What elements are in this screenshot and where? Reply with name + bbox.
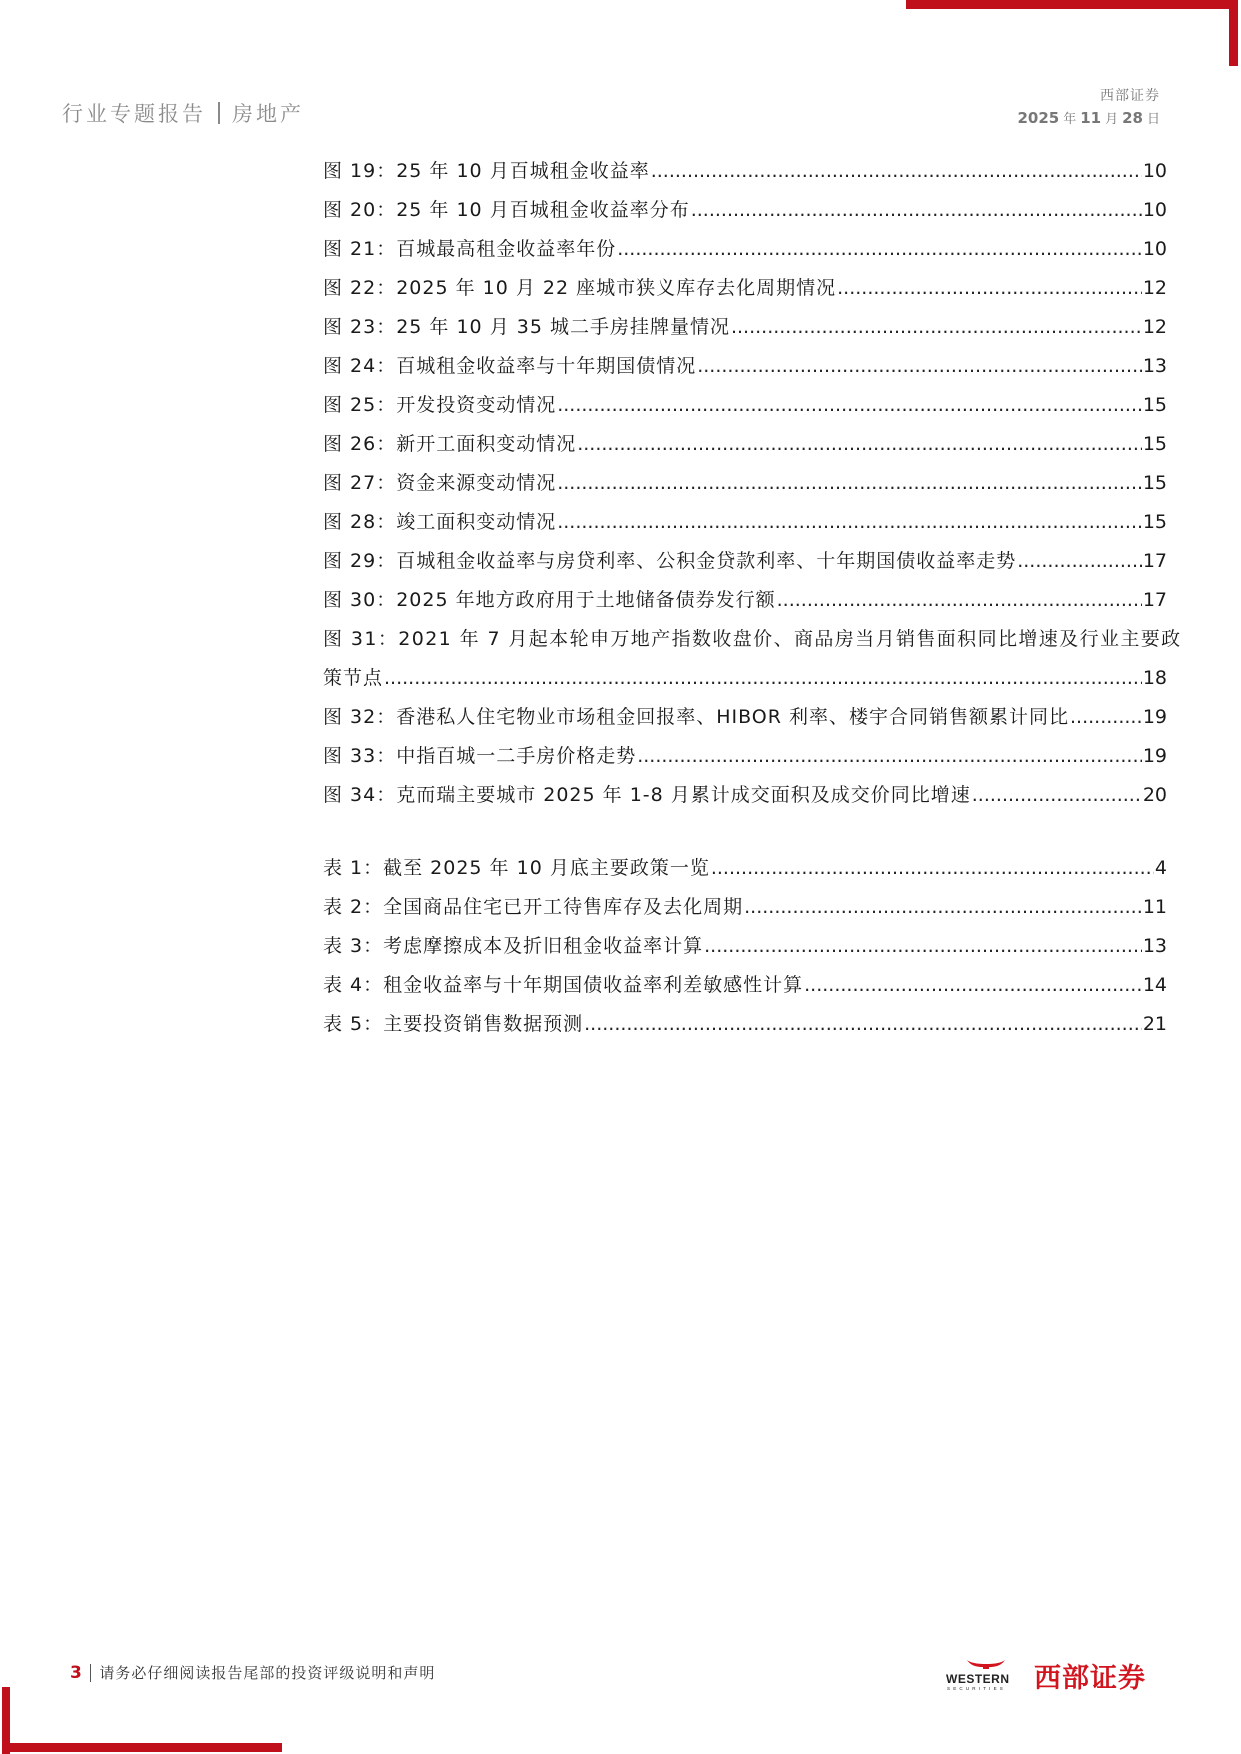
toc-entry-page: 19: [1142, 745, 1167, 767]
toc-entry-figure-21[interactable]: [323, 230, 1167, 269]
org-name: 西部证券: [1100, 88, 1160, 104]
dot-leader: [557, 464, 1142, 503]
toc-entry-label: 图 19：25 年 10 月百城租金收益率: [323, 160, 650, 182]
date-year-unit: 年: [1063, 112, 1077, 127]
dot-leader: [617, 230, 1142, 269]
toc-entry-page: 17: [1142, 550, 1167, 572]
toc-entry-label: 图 23：25 年 10 月 35 城二手房挂牌量情况: [323, 316, 730, 338]
report-category: [62, 98, 304, 128]
date-year: 2025: [1017, 109, 1060, 127]
date-day-unit: 日: [1146, 112, 1160, 127]
toc-entry-label: 图 26：新开工面积变动情况: [323, 433, 577, 455]
dot-leader: [731, 308, 1142, 347]
toc-entry-figure-33[interactable]: [323, 737, 1167, 776]
figure-list: [323, 152, 1182, 815]
toc-entry-page: 20: [1142, 784, 1167, 806]
toc-entry-page: 11: [1142, 896, 1167, 918]
toc-entry-figure-24[interactable]: [323, 347, 1167, 386]
toc-entry-label: 图 25：开发投资变动情况: [323, 394, 557, 416]
dot-leader: [557, 386, 1142, 425]
toc-entry-page: 19: [1142, 706, 1167, 728]
toc-entry-page: 15: [1142, 472, 1167, 494]
corner-bar-top-horizontal: [906, 0, 1238, 9]
toc-entry-page: 4: [1154, 857, 1167, 879]
toc-entry-figure-22[interactable]: [323, 269, 1167, 308]
toc-entry-figure-26[interactable]: [323, 425, 1167, 464]
dot-leader: [557, 503, 1142, 542]
toc-entry-label: 表 2：全国商品住宅已开工待售库存及去化周期: [323, 896, 744, 918]
toc-entry-table-5[interactable]: [323, 1005, 1167, 1044]
disclaimer-note: 请务必仔细阅读报告尾部的投资评级说明和声明: [99, 1664, 436, 1682]
toc-entry-page: 21: [1142, 1013, 1167, 1035]
toc-entry-page: 18: [1142, 667, 1167, 689]
toc-entry-figure-19[interactable]: [323, 152, 1167, 191]
toc-entry-table-3[interactable]: [323, 927, 1167, 966]
toc-entry-figure-20[interactable]: [323, 191, 1167, 230]
dot-leader: [704, 927, 1142, 966]
toc-entry-label: 图 22：2025 年 10 月 22 座城市狭义库存去化周期情况: [323, 277, 837, 299]
corner-bar-top-vertical: [1229, 0, 1238, 66]
toc-entry-page: 12: [1142, 316, 1167, 338]
table-list: [323, 849, 1167, 1044]
toc-entry-page: 15: [1142, 433, 1167, 455]
dot-leader: [777, 581, 1142, 620]
toc-entry-figure-31[interactable]: [323, 620, 1182, 698]
report-date: [1017, 108, 1160, 127]
toc-entry-line-1: [323, 620, 1182, 659]
logo-en-sub: SECURITIES: [947, 1685, 1007, 1691]
list-spacer: [323, 815, 1167, 849]
toc-entry-page: 13: [1142, 935, 1167, 957]
toc-entry-label: 图 33：中指百城一二手房价格走势: [323, 745, 637, 767]
toc-entry-page: 10: [1142, 199, 1167, 221]
toc-entry-figure-23[interactable]: [323, 308, 1167, 347]
toc-entry-page: 10: [1142, 160, 1167, 182]
toc-entry-page: 15: [1142, 511, 1167, 533]
toc-entry-page: 14: [1142, 974, 1167, 996]
toc-entry-label: 图 32：香港私人住宅物业市场租金回报率、HIBOR 利率、楼宇合同销售额累计同比: [323, 706, 1070, 728]
toc-entry-table-2[interactable]: [323, 888, 1167, 927]
dot-leader: [1017, 542, 1142, 581]
toc-entry-page: 12: [1142, 277, 1167, 299]
toc-entry-label: 图 29：百城租金收益率与房贷利率、公积金贷款利率、十年期国债收益率走势: [323, 550, 1017, 572]
toc-entry-label: 图 34：克而瑞主要城市 2025 年 1-8 月累计成交面积及成交价同比增速: [323, 784, 971, 806]
toc-entry-figure-34[interactable]: [323, 776, 1167, 815]
toc-entry-page: 13: [1142, 355, 1167, 377]
bull-horns-icon: [966, 1659, 1006, 1669]
date-month: 11: [1080, 109, 1102, 127]
toc-entry-label: 图 21：百城最高租金收益率年份: [323, 238, 617, 260]
toc-entry-label: 表 5：主要投资销售数据预测: [323, 1013, 584, 1035]
logo-english: [946, 1659, 1028, 1693]
toc-entry-page: 15: [1142, 394, 1167, 416]
toc-entry-label: 图 27：资金来源变动情况: [323, 472, 557, 494]
header-divider: [218, 102, 220, 124]
logo-chinese: 西部证券: [1034, 1663, 1146, 1694]
dot-leader: [744, 888, 1142, 927]
toc-entry-line-2: [323, 659, 1167, 698]
toc-entry-label: 图 31：2021 年 7 月起本轮申万地产指数收盘价、商品房当月销售面积同比增速及行业主要政: [323, 628, 1182, 650]
toc-entry-page: 17: [1142, 589, 1167, 611]
dot-leader: [691, 191, 1142, 230]
toc-entry-label: 图 30：2025 年地方政府用于土地储备债券发行额: [323, 589, 776, 611]
dot-leader: [711, 849, 1154, 888]
toc-entry-figure-25[interactable]: [323, 386, 1167, 425]
toc-entry-label: 图 28：竣工面积变动情况: [323, 511, 557, 533]
toc-entry-label: 表 1：截至 2025 年 10 月底主要政策一览: [323, 857, 710, 879]
toc-entry-label: 图 20：25 年 10 月百城租金收益率分布: [323, 199, 690, 221]
toc-entry-label: 表 3：考虑摩擦成本及折旧租金收益率计算: [323, 935, 704, 957]
date-day: 28: [1122, 109, 1143, 127]
toc-entry-figure-29[interactable]: [323, 542, 1167, 581]
page-number: 3: [70, 1662, 82, 1683]
dot-leader: [384, 659, 1142, 698]
toc-entry-label: 策节点: [323, 667, 384, 689]
toc-entry-figure-30[interactable]: [323, 581, 1167, 620]
table-of-contents: [323, 152, 1182, 1044]
dot-leader: [637, 737, 1142, 776]
corner-bar-bottom-horizontal: [2, 1743, 282, 1752]
header-org-date: [1017, 85, 1160, 127]
dot-leader: [584, 1005, 1142, 1044]
report-type: 行业专题报告: [62, 102, 206, 126]
report-sector: 房地产: [232, 102, 304, 126]
dot-leader: [804, 966, 1142, 1005]
dot-leader: [577, 425, 1142, 464]
toc-entry-label: 表 4：租金收益率与十年期国债收益率利差敏感性计算: [323, 974, 804, 996]
toc-entry-label: 图 24：百城租金收益率与十年期国债情况: [323, 355, 697, 377]
page-footer: [70, 1662, 435, 1683]
date-month-unit: 月: [1105, 112, 1119, 127]
dot-leader: [697, 347, 1142, 386]
footer-divider: [90, 1664, 92, 1682]
toc-entry-figure-27[interactable]: [323, 464, 1167, 503]
toc-entry-table-1[interactable]: [323, 849, 1167, 888]
toc-entry-page: 10: [1142, 238, 1167, 260]
dot-leader: [651, 152, 1142, 191]
logo-en-main: WESTERN: [946, 1671, 1010, 1686]
company-logo: [946, 1656, 1146, 1695]
toc-entry-figure-28[interactable]: [323, 503, 1167, 542]
dot-leader: [837, 269, 1142, 308]
toc-entry-figure-32[interactable]: [323, 698, 1167, 737]
dot-leader: [972, 776, 1142, 815]
toc-entry-table-4[interactable]: [323, 966, 1167, 1005]
dot-leader: [1070, 698, 1142, 737]
